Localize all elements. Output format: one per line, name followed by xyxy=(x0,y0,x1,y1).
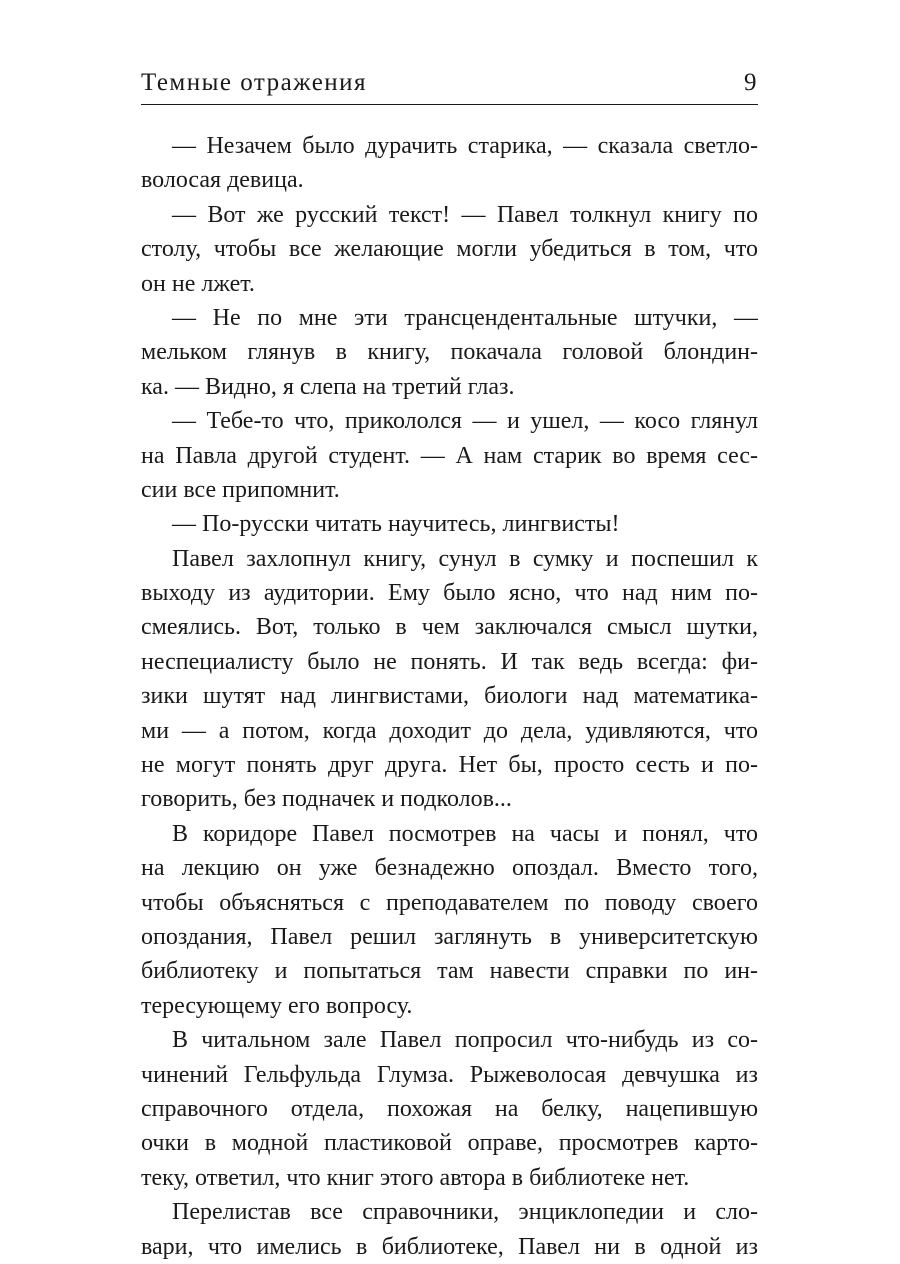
text-line: он не лжет. xyxy=(141,270,255,297)
body-text xyxy=(141,129,758,1264)
text-line: вари, что имелись в библиотеке, Павел ни в одной из xyxy=(141,1233,758,1260)
text-line: справочного отдела, похожая на белку, нацепившую xyxy=(141,1095,758,1122)
text-line: на Павла другой студент. — А нам старик во время сес- xyxy=(141,442,758,469)
text-line: чтобы объясняться с преподавателем по поводу своего xyxy=(141,889,758,916)
text-line: опоздания, Павел решил заглянуть в университетскую xyxy=(141,923,758,950)
text-line: ка. — Видно, я слепа на третий глаз. xyxy=(141,373,515,400)
text-line: сии все припомнит. xyxy=(141,476,340,503)
text-line: говорить, без подначек и подколов... xyxy=(141,786,512,813)
text-line: — Не по мне эти трансцендентальные штучки, — xyxy=(172,304,758,331)
running-head-title: Темные отражения xyxy=(141,69,368,96)
text-line: библиотеку и попытаться там навести справки по ин- xyxy=(141,958,758,985)
text-line: — Вот же русский текст! — Павел толкнул книгу по xyxy=(172,201,758,228)
text-line: Перелистав все справочники, энциклопедии и сло- xyxy=(172,1199,758,1226)
text-line: — Тебе-то что, прикололся — и ушел, — косо глянул xyxy=(172,408,758,435)
text-line: выходу из аудитории. Ему было ясно, что над ним по- xyxy=(141,580,758,607)
text-line: чинений Гельфульда Глумза. Рыжеволосая девчушка из xyxy=(141,1061,758,1088)
text-line: на лекцию он уже безнадежно опоздал. Вместо того, xyxy=(141,855,758,882)
text-line: не могут понять друг друга. Нет бы, просто сесть и по- xyxy=(141,752,758,779)
text-line: Павел захлопнул книгу, сунул в сумку и поспешил к xyxy=(172,545,758,572)
text-line: В коридоре Павел посмотрев на часы и понял, что xyxy=(172,820,758,847)
text-line: столу, чтобы все желающие могли убедиться в том, что xyxy=(141,236,758,263)
header-rule xyxy=(141,104,758,105)
page-number: 9 xyxy=(744,69,758,96)
text-line: зики шутят над лингвистами, биологи над математика- xyxy=(141,683,758,710)
text-line: неспециалисту было не понять. И так ведь всегда: фи- xyxy=(141,648,758,675)
text-line: волосая девица. xyxy=(141,167,304,194)
text-line: смеялись. Вот, только в чем заключался смысл шутки, xyxy=(141,614,758,641)
text-line: очки в модной пластиковой оправе, просмотрев карто- xyxy=(141,1130,758,1157)
book-page xyxy=(141,66,758,1264)
text-line: теку, ответил, что книг этого автора в библиотеке нет. xyxy=(141,1164,690,1191)
text-line: — Незачем было дурачить старика, — сказала светло- xyxy=(172,133,758,159)
text-line: В читальном зале Павел попросил что-нибудь из со- xyxy=(172,1027,758,1054)
running-head xyxy=(141,66,758,100)
text-line: ми — а потом, когда доходит до дела, удивляются, что xyxy=(141,717,758,744)
text-line: — По-русски читать научитесь, лингвисты! xyxy=(172,511,620,538)
text-line: тересующему его вопросу. xyxy=(141,992,413,1019)
text-line: мельком глянув в книгу, покачала головой блондин- xyxy=(141,339,758,366)
